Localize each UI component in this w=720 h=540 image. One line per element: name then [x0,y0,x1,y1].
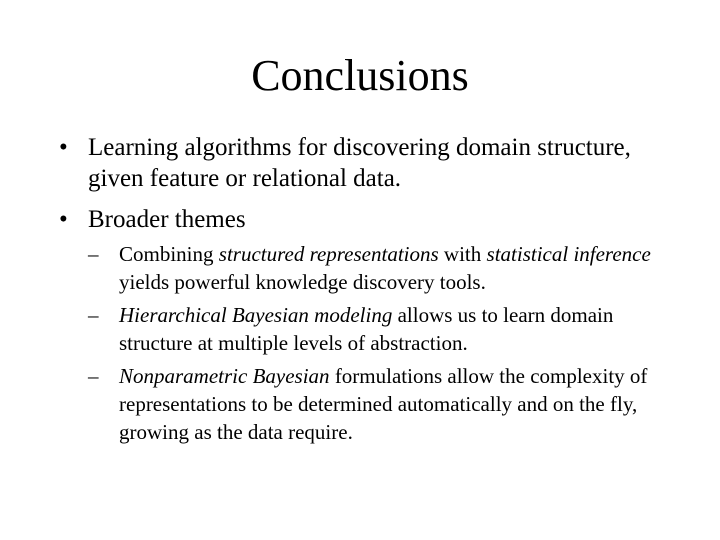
bullet-item [57,204,677,446]
bullet-text: Broader themes [88,206,246,233]
sub-text-emphasis: structured representations [218,242,439,266]
dash-marker: – [88,364,99,388]
sub-text-plain: allows us to learn domain structure at multiple levels of abstraction. [119,303,614,355]
slide-title: Conclusions [251,51,469,100]
sub-text-plain: formulations allow the complexity of representations to be determined automatically and on the fly, growing as the data require. [119,364,648,444]
bullet-marker: • [59,134,68,161]
sub-text-plain: Combining [119,242,219,266]
sub-bullet-item [88,301,677,357]
sub-text-emphasis: Hierarchical Bayesian modeling [119,303,393,327]
bullet-list [57,132,677,456]
sub-text-emphasis: statistical inference [486,242,651,266]
dash-marker: – [88,242,99,266]
sub-text-plain: with [438,242,487,266]
sub-text-plain: yields powerful knowledge discovery tools. [119,270,486,294]
bullet-marker: • [59,206,68,233]
bullet-text: Learning algorithms for discovering domain structure, given feature or relational data. [88,134,631,192]
sub-bullet-list [88,240,677,446]
sub-bullet-item [88,240,677,296]
sub-bullet-item [88,362,677,446]
sub-text-emphasis: Nonparametric Bayesian [119,364,330,388]
bullet-item [57,132,677,194]
dash-marker: – [88,303,99,327]
